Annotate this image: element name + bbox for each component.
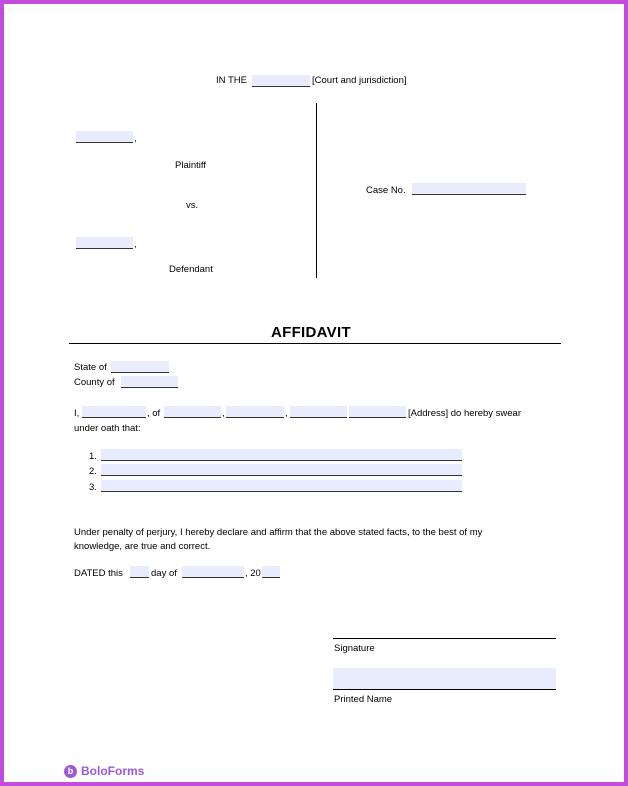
signature-label: Signature xyxy=(334,643,375,654)
vs-label: vs. xyxy=(186,200,199,211)
address-city-field[interactable] xyxy=(226,406,284,418)
boloforms-logo-text: BoloForms xyxy=(81,764,145,778)
dated-year-field[interactable] xyxy=(262,566,280,578)
perjury-line-2: knowledge, are true and correct. xyxy=(74,541,211,552)
fact-number-1: 1. xyxy=(89,451,97,462)
fact-field-1[interactable] xyxy=(101,449,462,461)
day-of-label: day of xyxy=(151,568,177,579)
case-no-field[interactable] xyxy=(412,183,526,195)
defendant-comma: , xyxy=(134,239,137,250)
year-prefix-label: , 20 xyxy=(245,568,261,579)
state-field[interactable] xyxy=(111,361,169,373)
state-of-label: State of xyxy=(74,362,107,373)
court-field[interactable] xyxy=(252,75,310,87)
defendant-name-field[interactable] xyxy=(76,237,133,249)
plaintiff-comma: , xyxy=(134,133,137,144)
fact-field-2[interactable] xyxy=(101,464,462,476)
dated-day-field[interactable] xyxy=(130,566,149,578)
dated-this-label: DATED this xyxy=(74,568,123,579)
title-rule xyxy=(69,343,561,344)
boloforms-logo xyxy=(64,764,144,778)
of-label: , of xyxy=(147,408,161,419)
under-oath-label: under oath that: xyxy=(74,423,141,434)
caption-divider xyxy=(316,103,317,278)
in-the-label: IN THE xyxy=(216,75,247,86)
printed-name-field[interactable] xyxy=(333,668,556,689)
boloforms-logo-icon: b xyxy=(64,765,77,778)
address-comma-2: , xyxy=(285,408,288,419)
affiant-i-label: I, xyxy=(74,408,80,419)
fact-field-3[interactable] xyxy=(101,480,462,492)
address-suffix-label: [Address] do hereby swear xyxy=(408,408,522,419)
printed-name-line xyxy=(333,689,556,690)
address-state-field[interactable] xyxy=(290,406,347,418)
case-no-label: Case No. xyxy=(366,185,406,196)
fact-number-2: 2. xyxy=(89,466,97,477)
court-jurisdiction-label: [Court and jurisdiction] xyxy=(312,75,407,86)
county-of-label: County of xyxy=(74,377,115,388)
defendant-label: Defendant xyxy=(169,264,213,275)
address-comma-1: , xyxy=(222,408,225,419)
affiant-name-field[interactable] xyxy=(82,406,146,418)
county-field[interactable] xyxy=(121,376,178,388)
dated-month-field[interactable] xyxy=(182,566,244,578)
address-street-field[interactable] xyxy=(164,406,221,418)
plaintiff-label: Plaintiff xyxy=(175,160,206,171)
fact-number-3: 3. xyxy=(89,482,97,493)
signature-line[interactable] xyxy=(333,638,556,639)
address-zip-field[interactable] xyxy=(349,406,406,418)
document-title: AFFIDAVIT xyxy=(271,324,351,341)
perjury-line-1: Under penalty of perjury, I hereby declare and affirm that the above stated facts, to the best of my xyxy=(74,527,483,538)
printed-name-label: Printed Name xyxy=(334,694,393,705)
plaintiff-name-field[interactable] xyxy=(76,131,133,143)
